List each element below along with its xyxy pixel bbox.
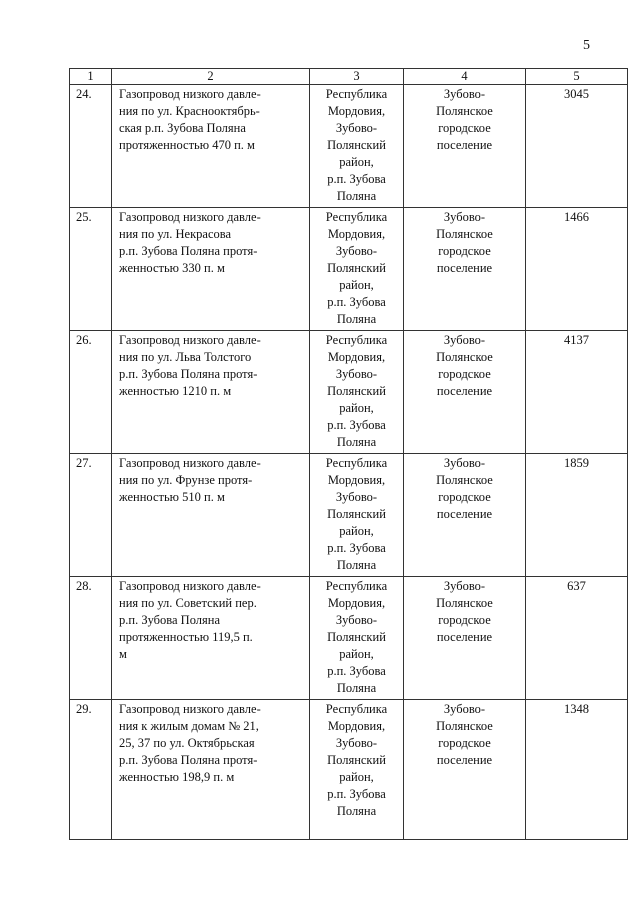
header-cell-2: 2 (112, 69, 310, 85)
location-line: Зубово- (335, 121, 378, 135)
location-line: Поляна (336, 435, 377, 449)
location-line: Полянский (327, 138, 386, 152)
owner-line: Полянское (436, 719, 493, 733)
owner-line: Полянское (436, 350, 493, 364)
location-line: Поляна (336, 681, 377, 695)
table-body (70, 85, 628, 840)
location-line: Мордовия, (327, 719, 386, 733)
location-line: Республика (325, 702, 388, 716)
location-line: Республика (325, 210, 388, 224)
owner-line: Зубово- (443, 333, 486, 347)
row-number-cell: 26. (70, 331, 112, 454)
owner-line: Зубово- (443, 210, 486, 224)
table-header-row (70, 69, 628, 85)
object-name-cell (112, 454, 310, 577)
location-line: Мордовия, (327, 227, 386, 241)
location-line: район, (339, 401, 374, 415)
row-number-cell: 25. (70, 208, 112, 331)
owner-line: городское (438, 490, 491, 504)
owner-line: Полянское (436, 596, 493, 610)
object-name-cell (112, 700, 310, 840)
location-line: район, (339, 278, 374, 292)
name-line: р.п. Зубова Поляна протя- (119, 244, 258, 258)
location-line: Зубово- (335, 367, 378, 381)
name-line: Газопровод низкого давле- (119, 456, 261, 470)
header-cell-4: 4 (404, 69, 526, 85)
name-line: женностью 1210 п. м (119, 384, 232, 398)
name-line: женностью 510 п. м (119, 490, 225, 504)
owner-line: городское (438, 367, 491, 381)
row-number-cell: 28. (70, 577, 112, 700)
name-line: ния по ул. Советский пер. (119, 596, 257, 610)
value-cell: 1859 (526, 454, 628, 577)
location-cell (310, 577, 404, 700)
name-line: р.п. Зубова Поляна (119, 613, 221, 627)
owner-line: поселение (436, 507, 493, 521)
table-row (70, 85, 628, 208)
value-cell: 1466 (526, 208, 628, 331)
location-line: район, (339, 155, 374, 169)
location-line: Республика (325, 456, 388, 470)
location-cell (310, 700, 404, 840)
owner-line: Зубово- (443, 702, 486, 716)
row-number-cell: 24. (70, 85, 112, 208)
name-line: Газопровод низкого давле- (119, 210, 261, 224)
owner-line: поселение (436, 384, 493, 398)
location-line: Полянский (327, 384, 386, 398)
header-cell-3: 3 (310, 69, 404, 85)
location-line: р.п. Зубова (327, 541, 386, 555)
location-line: Полянский (327, 507, 386, 521)
name-line: ния по ул. Краснооктябрь- (119, 104, 260, 118)
owner-cell (404, 85, 526, 208)
location-line: Полянский (327, 261, 386, 275)
owner-line: Зубово- (443, 456, 486, 470)
name-line: р.п. Зубова Поляна протя- (119, 367, 258, 381)
location-line: Мордовия, (327, 473, 386, 487)
location-line: Зубово- (335, 736, 378, 750)
value-cell: 3045 (526, 85, 628, 208)
name-line: ния по ул. Льва Толстого (119, 350, 252, 364)
location-line: Поляна (336, 189, 377, 203)
name-line: женностью 198,9 п. м (119, 770, 235, 784)
name-line: протяженностью 470 п. м (119, 138, 255, 152)
table-row (70, 454, 628, 577)
object-name-cell (112, 85, 310, 208)
location-line: Мордовия, (327, 104, 386, 118)
value-cell: 637 (526, 577, 628, 700)
table-row (70, 700, 628, 840)
location-line: р.п. Зубова (327, 787, 386, 801)
location-line: р.п. Зубова (327, 664, 386, 678)
name-line: Газопровод низкого давле- (119, 702, 261, 716)
name-line: Газопровод низкого давле- (119, 579, 261, 593)
owner-line: Зубово- (443, 87, 486, 101)
location-line: Республика (325, 579, 388, 593)
location-line: Мордовия, (327, 350, 386, 364)
name-line: Газопровод низкого давле- (119, 333, 261, 347)
value-cell: 1348 (526, 700, 628, 840)
object-name-cell (112, 208, 310, 331)
name-line: ния по ул. Некрасова (119, 227, 232, 241)
name-line: женностью 330 п. м (119, 261, 225, 275)
value-cell: 4137 (526, 331, 628, 454)
location-cell (310, 331, 404, 454)
name-line: р.п. Зубова Поляна протя- (119, 753, 258, 767)
location-line: Полянский (327, 630, 386, 644)
location-line: Полянский (327, 753, 386, 767)
table-row (70, 208, 628, 331)
name-line: 25, 37 по ул. Октябрьская (119, 736, 255, 750)
name-line: ния по ул. Фрунзе протя- (119, 473, 253, 487)
owner-line: городское (438, 613, 491, 627)
location-line: Зубово- (335, 490, 378, 504)
location-cell (310, 85, 404, 208)
row-number-cell: 27. (70, 454, 112, 577)
owner-cell (404, 577, 526, 700)
object-name-cell (112, 577, 310, 700)
header-cell-1: 1 (70, 69, 112, 85)
location-line: Поляна (336, 804, 377, 818)
location-line: Поляна (336, 312, 377, 326)
location-line: Поляна (336, 558, 377, 572)
owner-cell (404, 454, 526, 577)
gas-pipeline-table (69, 68, 628, 840)
location-line: Республика (325, 87, 388, 101)
location-line: р.п. Зубова (327, 172, 386, 186)
location-line: Зубово- (335, 613, 378, 627)
location-line: район, (339, 770, 374, 784)
location-cell (310, 454, 404, 577)
location-cell (310, 208, 404, 331)
owner-line: Полянское (436, 227, 493, 241)
location-line: р.п. Зубова (327, 418, 386, 432)
owner-line: поселение (436, 630, 493, 644)
name-line: протяженностью 119,5 п. (119, 630, 253, 644)
page-number: 5 (583, 38, 590, 53)
owner-line: поселение (436, 261, 493, 275)
row-number-cell: 29. (70, 700, 112, 840)
owner-line: городское (438, 244, 491, 258)
name-line: ская р.п. Зубова Поляна (119, 121, 246, 135)
name-line: м (119, 647, 127, 661)
owner-line: поселение (436, 753, 493, 767)
location-line: р.п. Зубова (327, 295, 386, 309)
owner-line: городское (438, 121, 491, 135)
table-row (70, 577, 628, 700)
table-row (70, 331, 628, 454)
owner-cell (404, 208, 526, 331)
name-line: ния к жилым домам № 21, (119, 719, 259, 733)
owner-line: поселение (436, 138, 493, 152)
header-cell-5: 5 (526, 69, 628, 85)
location-line: район, (339, 524, 374, 538)
owner-cell (404, 700, 526, 840)
owner-line: Зубово- (443, 579, 486, 593)
location-line: Республика (325, 333, 388, 347)
name-line: Газопровод низкого давле- (119, 87, 261, 101)
owner-line: Полянское (436, 473, 493, 487)
location-line: Зубово- (335, 244, 378, 258)
location-line: район, (339, 647, 374, 661)
owner-line: городское (438, 736, 491, 750)
owner-cell (404, 331, 526, 454)
location-line: Мордовия, (327, 596, 386, 610)
owner-line: Полянское (436, 104, 493, 118)
object-name-cell (112, 331, 310, 454)
